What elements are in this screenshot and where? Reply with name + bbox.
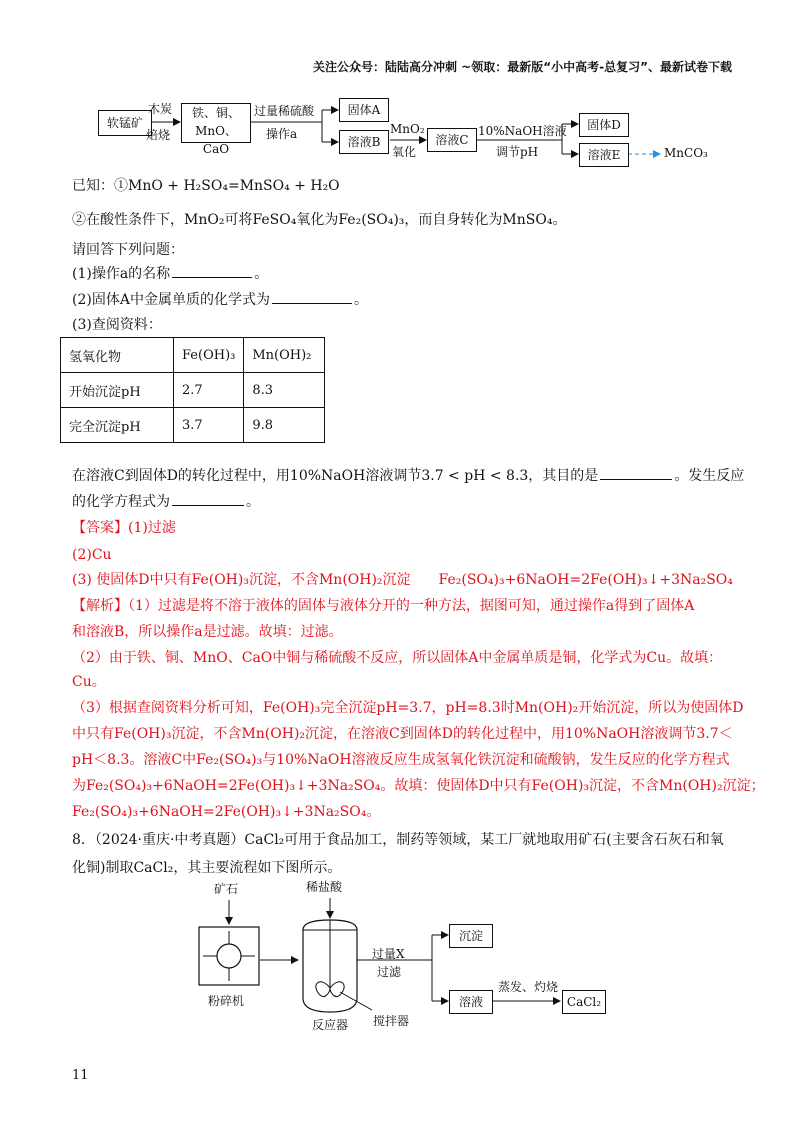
table-cell: Fe(OH)₃ xyxy=(174,338,244,373)
label-filter: 过滤 xyxy=(377,965,402,979)
answer-2: (2)Cu xyxy=(72,547,112,563)
question-3: (3)查阅资料： xyxy=(72,317,162,333)
table-cell: 8.3 xyxy=(244,373,325,408)
page-header: 关注公众号：陆陆高分冲刺 ~领取：最新版“小中高考-总复习”、最新试卷下载 xyxy=(313,60,732,74)
crusher-rotor xyxy=(217,944,241,968)
box-mixture-line1: 铁、铜、 xyxy=(191,106,240,120)
label-roast: 焙烧 xyxy=(146,128,171,142)
question-3a-text: 在溶液C到固体D的转化过程中，用10%NaOH溶液调节3.7 < pH < 8.3，其目的是 xyxy=(72,468,599,484)
table-cell: 3.7 xyxy=(174,408,244,443)
answer-blank-3b[interactable] xyxy=(172,493,244,506)
analysis-line-1: 【解析】（1）过滤是将不溶于液体的固体与液体分开的一种方法，据图可知，通过操作a得到了固体A xyxy=(72,598,695,614)
box-solid-a: 固体A xyxy=(339,98,389,122)
box-solution-e: 溶液E xyxy=(579,143,629,167)
label-carbon: 木炭 xyxy=(148,102,173,116)
analysis-line-2: 和溶液B，所以操作a是过滤。故填：过滤。 xyxy=(72,624,343,640)
label-acid: 过量稀硫酸 xyxy=(254,104,315,118)
label-evaporate: 蒸发、灼烧 xyxy=(498,980,559,994)
known-2: ②在酸性条件下，MnO₂可将FeSO₄氧化为Fe₂(SO₄)₃，而自身转化为MnSO₄。 xyxy=(72,212,567,228)
label-naoh: 10%NaOH溶液 xyxy=(478,124,567,138)
question-1-text: (1)操作a的名称 xyxy=(72,266,171,282)
answer-1: 【答案】(1)过滤 xyxy=(72,520,176,536)
table-row xyxy=(61,373,325,408)
label-mnco3: MnCO₃ xyxy=(664,146,708,160)
analysis-line-6: 中只有Fe(OH)₃沉淀，不含Mn(OH)₂沉淀，在溶液C到固体D的转化过程中，用10%NaOH溶液调节3.7＜ xyxy=(72,726,733,742)
box-mixture xyxy=(181,103,251,156)
question-1-end: 。 xyxy=(254,266,269,282)
question-3b xyxy=(72,492,260,512)
label-mno2: MnO₂ xyxy=(390,122,425,136)
analysis-line-4: Cu。 xyxy=(72,674,106,690)
box-mixture-line2: MnO、CaO xyxy=(195,124,237,156)
table-cell: 9.8 xyxy=(244,408,325,443)
box-ore: 软锰矿 xyxy=(98,110,152,136)
analysis-line-5: （3）根据查阅资料分析可知，Fe(OH)₃完全沉淀pH=3.7，pH=8.3时Mn(OH)₂开始沉淀，所以为使固体D xyxy=(72,700,744,716)
question-8-line-2: 化铜)制取CaCl₂，其主要流程如下图所示。 xyxy=(72,860,342,876)
box-cacl2: CaCl₂ xyxy=(562,990,606,1014)
label-hcl: 稀盐酸 xyxy=(306,880,343,894)
analysis-line-8: 为Fe₂(SO₄)₃+6NaOH=2Fe(OH)₃↓+3Na₂SO₄。故填：使固体D中只有Fe(OH)₃沉淀，不含Mn(OH)₂沉淀； xyxy=(72,778,765,794)
answer-3: (3) 使固体D中只有Fe(OH)₃沉淀，不含Mn(OH)₂沉淀 Fe₂(SO₄)₃+6NaOH=2Fe(OH)₃↓+3Na₂SO₄ xyxy=(72,572,733,588)
box-solid-d: 固体D xyxy=(579,113,629,137)
label-oxidize: 氧化 xyxy=(392,145,417,159)
question-3a-end: 。发生反应 xyxy=(674,468,745,484)
table-cell: 2.7 xyxy=(174,373,244,408)
analysis-line-3: （2）由于铁、铜、MnO、CaO中铜与稀硫酸不反应，所以固体A中金属单质是铜，化学式为Cu。故填： xyxy=(72,650,723,666)
table-cell: 氢氧化物 xyxy=(61,338,174,373)
table-cell: 开始沉淀pH xyxy=(61,373,174,408)
known-1: 已知：①MnO + H₂SO₄=MnSO₄ + H₂O xyxy=(72,178,340,194)
box-solution-c: 溶液C xyxy=(427,128,477,152)
question-2-text: (2)固体A中金属单质的化学式为 xyxy=(72,292,270,308)
question-3b-end: 。 xyxy=(246,494,260,510)
label-stirrer: 搅拌器 xyxy=(373,1014,410,1028)
table-row xyxy=(61,408,325,443)
label-excess-x: 过量X xyxy=(372,947,405,961)
answer-blank-3a[interactable] xyxy=(600,467,672,480)
label-crusher: 粉碎机 xyxy=(208,994,245,1008)
question-intro: 请回答下列问题： xyxy=(72,242,184,258)
question-2 xyxy=(72,290,368,310)
analysis-line-9: Fe₂(SO₄)₃+6NaOH=2Fe(OH)₃↓+3Na₂SO₄。 xyxy=(72,804,381,820)
question-3a xyxy=(72,466,744,486)
table-cell: Mn(OH)₂ xyxy=(244,338,325,373)
box-solution: 溶液 xyxy=(449,990,493,1014)
page-number: 11 xyxy=(72,1068,89,1083)
analysis-line-7: pH＜8.3。溶液C中Fe₂(SO₄)₃与10%NaOH溶液反应生成氢氧化铁沉淀和硫酸钠，发生反应的化学方程式 xyxy=(72,752,730,768)
table-row xyxy=(61,338,325,373)
question-1 xyxy=(72,264,268,284)
question-2-end: 。 xyxy=(353,292,368,308)
question-8-line-1: 8．（2024·重庆·中考真题）CaCl₂可用于食品加工，制药等领域，某工厂就地取用矿石(主要含石灰石和氧 xyxy=(72,832,724,848)
answer-blank-1[interactable] xyxy=(172,265,252,278)
label-op-a: 操作a xyxy=(266,127,298,141)
hydroxide-table xyxy=(60,337,325,443)
label-ore: 矿石 xyxy=(214,882,239,896)
label-reactor: 反应器 xyxy=(312,1018,349,1032)
label-ph: 调节pH xyxy=(496,145,539,159)
box-precipitate: 沉淀 xyxy=(449,924,493,948)
box-solution-b: 溶液B xyxy=(339,130,389,154)
answer-blank-2[interactable] xyxy=(272,291,352,304)
question-3b-text: 的化学方程式为 xyxy=(72,494,170,510)
table-cell: 完全沉淀pH xyxy=(61,408,174,443)
